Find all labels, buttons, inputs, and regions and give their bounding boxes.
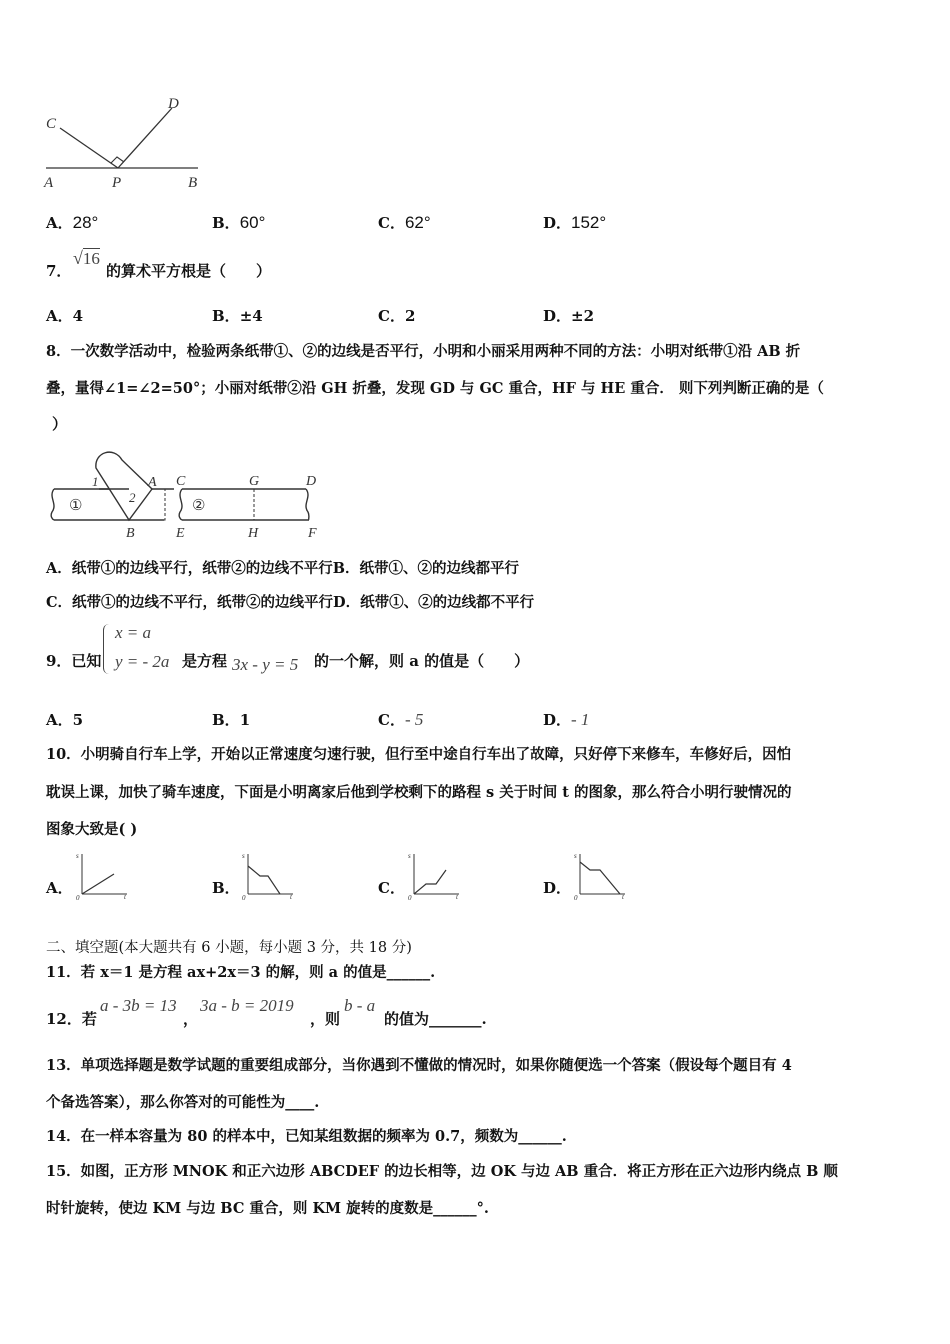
q15-line1: 15．如图，正方形 MNOK 和正六边形 ABCDEF 的边长相等，边 OK 与边 AB 重合．将正方形在正六边形内绕点 B 顺 (46, 1163, 838, 1180)
q8-line3: ） (52, 415, 68, 433)
q6-option-d: D．152° (543, 213, 607, 232)
q9-option-b: B．1 (212, 711, 251, 729)
label-A: A (44, 175, 54, 191)
q6-option-a: A．28° (46, 213, 99, 232)
q9-option-d: D．- 1 (543, 710, 590, 729)
q9-eq1: x = a (115, 623, 152, 642)
strip-label-1: 1 (92, 474, 99, 489)
q10-option-a-letter: A． (46, 879, 73, 897)
svg-text:0: 0 (76, 894, 80, 900)
svg-text:0: 0 (408, 894, 412, 900)
label-C: C (46, 116, 57, 132)
strip-label-E: E (176, 526, 185, 541)
svg-text:0: 0 (574, 894, 578, 900)
q10-option-b-letter: B． (212, 879, 240, 897)
q7-option-a: A．4 (46, 307, 84, 325)
q12-sep1: ， (183, 1010, 199, 1028)
svg-text:t: t (456, 893, 458, 900)
q9-brace (103, 624, 112, 674)
section-title: 二、填空题(本大题共有 6 小题，每小题 3 分，共 18 分) (46, 940, 412, 956)
q12-eq2: 3a - b = 2019 (200, 996, 294, 1015)
label-D: D (168, 96, 179, 112)
svg-text:s: s (574, 852, 577, 860)
strip-label-F: F (308, 526, 317, 541)
q9-option-a: A．5 (46, 711, 84, 729)
q10-line1: 10．小明骑自行车上学，开始以正常速度匀速行驶，但行至中途自行车出了故障，只好停下来修车，车修好后，因怕 (46, 746, 792, 763)
q7-option-d: D．±2 (543, 307, 595, 325)
q8-line2: 叠，量得∠1=∠2=50°；小丽对纸带②沿 GH 折叠，发现 GD 与 GC 重合，HF 与 HE 重合． 则下列判断正确的是（ (46, 380, 824, 397)
q10-graph-b (238, 850, 298, 900)
q12-number: 12．若 (46, 1010, 97, 1028)
q13-line1: 13．单项选择题是数学试题的重要组成部分，当你遇到不懂做的情况时，如果你随便选一个答案（假设每个题目有 4 (46, 1057, 792, 1074)
strip-label-2: 2 (129, 490, 136, 505)
svg-text:t: t (124, 893, 126, 900)
q10-line3: 图象大致是( ) (46, 821, 138, 838)
q10-graph-d (570, 850, 630, 900)
q9-eq3: 3x - y = 5 (232, 655, 299, 674)
q10-line2: 耽误上课，加快了骑车速度，下面是小明离家后他到学校剩下的路程 s 关于时间 t 的图象，那么符合小明行驶情况的 (46, 784, 792, 801)
q7-text: 的算术平方根是（ ） (106, 262, 272, 280)
q12-tail: 的值为_______. (384, 1010, 487, 1028)
paper-strips-figure (44, 442, 344, 542)
svg-text:s: s (242, 852, 245, 860)
strip-label-C: C (176, 474, 186, 489)
svg-text:t: t (290, 893, 292, 900)
q6-option-c: C．62° (378, 213, 431, 232)
strip-label-G: G (249, 474, 260, 489)
q9-number: 9．已知 (46, 652, 102, 670)
strip-label-band2: ② (192, 498, 206, 514)
q10-graph-c (404, 850, 464, 900)
q10-option-c-letter: C． (378, 879, 405, 897)
label-P: P (112, 175, 122, 191)
q13-line2: 个备选答案），那么你答对的可能性为____. (46, 1094, 320, 1111)
strip-label-A: A (148, 475, 157, 490)
q15-line2: 时针旋转，使边 KM 与边 BC 重合，则 KM 旋转的度数是______°. (46, 1200, 489, 1217)
strip-label-D: D (306, 474, 317, 489)
strip-label-B: B (126, 526, 135, 541)
q8-line1: 8．一次数学活动中，检验两条纸带①、②的边线是否平行，小明和小丽采用两种不同的方法：小明对纸带①沿 AB 折 (46, 343, 801, 360)
svg-text:s: s (408, 852, 411, 860)
q6-option-b: B．60° (212, 213, 266, 232)
q11-text: 11．若 x＝1 是方程 ax+2x＝3 的解，则 a 的值是______. (46, 964, 436, 981)
label-B: B (188, 175, 198, 191)
q14-text: 14．在一样本容量为 80 的样本中，已知某组数据的频率为 0.7，频数为______. (46, 1128, 567, 1145)
angle-figure (40, 92, 210, 192)
q9-eq2: y = - 2a (115, 652, 170, 671)
q12-sep2: ，则 (310, 1010, 341, 1028)
q12-eq1: a - 3b = 13 (100, 996, 177, 1015)
svg-text:t: t (622, 893, 624, 900)
q10-option-d-letter: D． (543, 879, 572, 897)
q7-option-b: B．±4 (212, 307, 263, 325)
q7-sqrt: √16 (73, 248, 100, 268)
q9-tail: 的一个解，则 a 的值是（ ） (314, 652, 530, 670)
q8-options-line2: C．纸带①的边线不平行，纸带②的边线平行D．纸带①、②的边线都不平行 (46, 594, 535, 611)
q8-options-line1: A．纸带①的边线平行，纸带②的边线不平行B．纸带①、②的边线都平行 (46, 560, 520, 577)
q7-number: 7． (46, 262, 72, 280)
svg-text:s: s (76, 852, 79, 860)
svg-text:0: 0 (242, 894, 246, 900)
q12-eq3: b - a (344, 996, 376, 1015)
q10-graph-a (72, 850, 132, 900)
q7-option-c: C．2 (378, 307, 416, 325)
q9-mid: 是方程 (182, 652, 228, 670)
strip-label-H: H (248, 526, 259, 541)
strip-label-band1: ① (69, 498, 83, 514)
q9-option-c: C．- 5 (378, 710, 424, 729)
